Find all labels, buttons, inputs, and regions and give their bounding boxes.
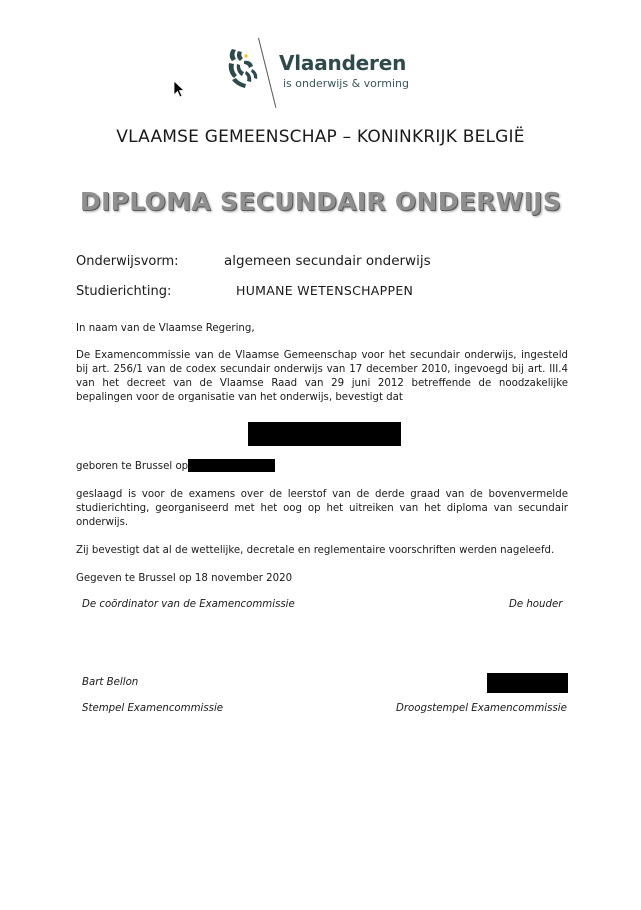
dry-stamp-label: Droogstempel Examencommissie	[396, 703, 567, 714]
born-text: geboren te Brussel op	[76, 461, 189, 472]
redacted-holder-signature-block	[487, 673, 568, 693]
government-heading: VLAAMSE GEMEENSCHAP – KONINKRIJK BELGIË	[116, 127, 525, 147]
commission-text: De Examencommissie van de Vlaamse Gemeenschap voor het secundair onderwijs, ingesteld bij art. 256/1 van de codex secundair onderwijs van 17 december 2010, ingevoegd bij art. III.4 van het decreet van de Vlaamse Raad van 29 juni 2012 betreffende de noodzakelijke bepalingen voor de organisatie van het onderwijs, bevestigt dat	[76, 350, 568, 403]
field-label-education-type: Onderwijsvorm:	[76, 254, 179, 269]
coordinator-title: De coördinator van de Examencommissie	[82, 599, 295, 610]
redacted-birthdate-block	[188, 459, 275, 472]
field-value-study-direction: HUMANE WETENSCHAPPEN	[236, 283, 414, 298]
redacted-name-block	[248, 422, 401, 446]
logo-name: Vlaanderen	[279, 51, 407, 75]
holder-title: De houder	[509, 599, 563, 610]
flanders-lion-logo-icon	[226, 47, 262, 91]
issue-date-text: Gegeven te Brussel op 18 november 2020	[76, 573, 293, 584]
field-value-education-type: algemeen secundair onderwijs	[224, 253, 431, 269]
passed-text: geslaagd is voor de examens over de leerstof van de derde graad van de bovenvermelde studierichting, georganiseerd met het oog op het uitreiken van het diploma van secundair onderwijs.	[76, 489, 568, 528]
logo-tagline: is onderwijs & vorming	[283, 77, 409, 90]
field-label-study-direction: Studierichting:	[76, 284, 172, 299]
intro-text: In naam van de Vlaamse Regering,	[76, 323, 255, 334]
confirmation-text: Zij bevestigt dat al de wettelijke, decretale en reglementaire voorschriften werden nageleefd.	[76, 545, 555, 556]
diploma-title: DIPLOMA SECUNDAIR ONDERWIJS	[79, 187, 562, 216]
commission-stamp-label: Stempel Examencommissie	[82, 703, 224, 714]
mouse-cursor-icon	[173, 80, 185, 98]
coordinator-name: Bart Bellon	[82, 677, 139, 688]
